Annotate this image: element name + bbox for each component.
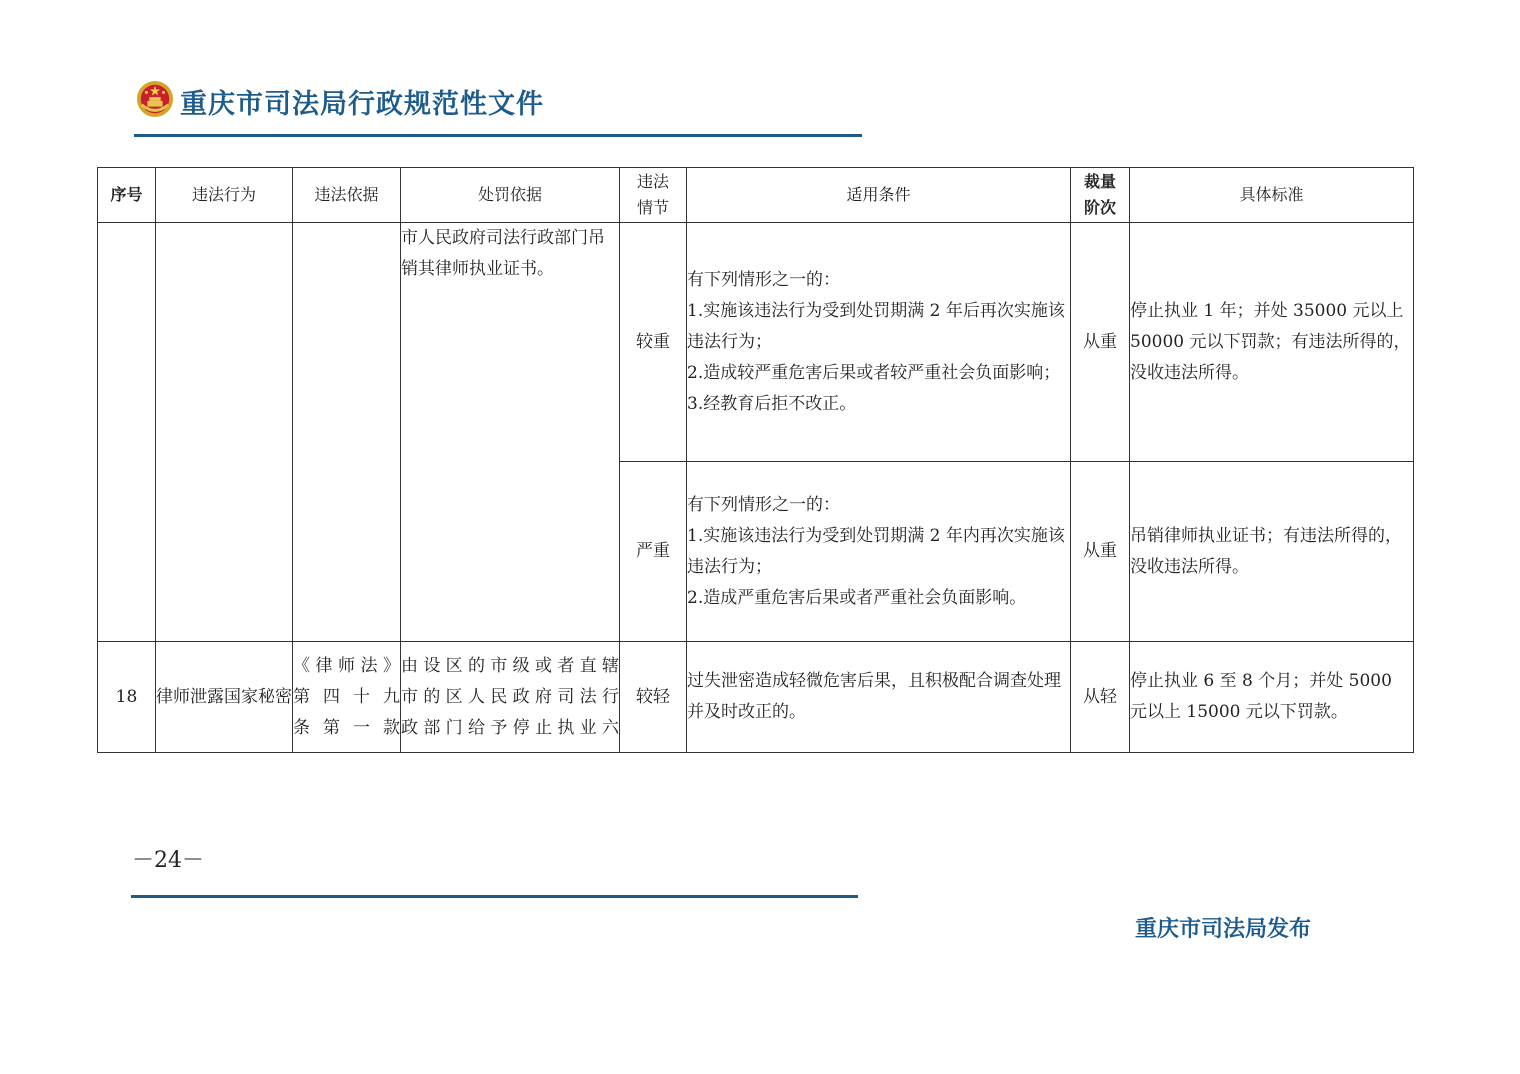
cell-standard: 停止执业 6 至 8 个月；并处 5000 元以上 15000 元以下罚款。 <box>1130 642 1414 753</box>
cell-severity: 较轻 <box>620 642 687 753</box>
cell-violation-empty <box>156 223 293 642</box>
publisher-label: 重庆市司法局发布 <box>1135 917 1312 942</box>
column-header-penalty-basis: 处罚依据 <box>401 168 620 223</box>
column-header-violation: 违法行为 <box>156 168 293 223</box>
cell-standard: 停止执业 1 年；并处 35000 元以上 50000 元以下罚款；有违法所得的，没收违法所得。 <box>1130 223 1414 462</box>
cell-conditions: 有下列情形之一的： 1.实施该违法行为受到处罚期满 2 年内再次实施该违法行为； 2.造成严重危害后果或者严重社会负面影响。 <box>687 462 1071 642</box>
cell-number: 18 <box>98 642 156 753</box>
table-row <box>98 642 1414 753</box>
cell-severity: 严重 <box>620 462 687 642</box>
cell-number-empty <box>98 223 156 642</box>
column-header-number: 序号 <box>98 168 156 223</box>
column-header-standard: 具体标准 <box>1130 168 1414 223</box>
penalty-discretion-table <box>97 167 1414 753</box>
cell-level: 从重 <box>1071 223 1130 462</box>
document-header <box>134 78 862 138</box>
footer-divider <box>131 895 858 898</box>
cell-standard: 吊销律师执业证书；有违法所得的，没收违法所得。 <box>1130 462 1414 642</box>
column-header-legal-basis: 违法依据 <box>293 168 401 223</box>
cell-legal-basis-empty <box>293 223 401 642</box>
cell-conditions: 过失泄密造成轻微危害后果，且积极配合调查处理并及时改正的。 <box>687 642 1071 753</box>
cell-penalty-basis: 由设区的市级或者直辖 市的区人民政府司法行 政部门给予停止执业六 <box>401 642 620 753</box>
column-header-level: 裁量阶次 <box>1071 168 1130 223</box>
cell-level: 从轻 <box>1071 642 1130 753</box>
cell-violation: 律师泄露国家秘密 <box>156 642 293 753</box>
document-series-title: 重庆市司法局行政规范性文件 <box>180 89 544 120</box>
column-header-conditions: 适用条件 <box>687 168 1071 223</box>
cell-conditions: 有下列情形之一的： 1.实施该违法行为受到处罚期满 2 年后再次实施该违法行为； 2.造成较严重危害后果或者较严重社会负面影响； 3.经教育后拒不改正。 <box>687 223 1071 462</box>
header-divider <box>134 134 862 137</box>
table-header-row <box>98 168 1414 223</box>
cell-penalty-basis: 市人民政府司法行政部门吊销其律师执业证书。 <box>401 223 620 642</box>
table-row <box>98 223 1414 462</box>
page-number: －24－ <box>132 848 204 873</box>
cell-level: 从重 <box>1071 462 1130 642</box>
column-header-severity: 违法情节 <box>620 168 687 223</box>
national-emblem-icon <box>136 80 174 118</box>
cell-severity: 较重 <box>620 223 687 462</box>
cell-legal-basis: 《律师法》 第四十九 条第一款 <box>293 642 401 753</box>
